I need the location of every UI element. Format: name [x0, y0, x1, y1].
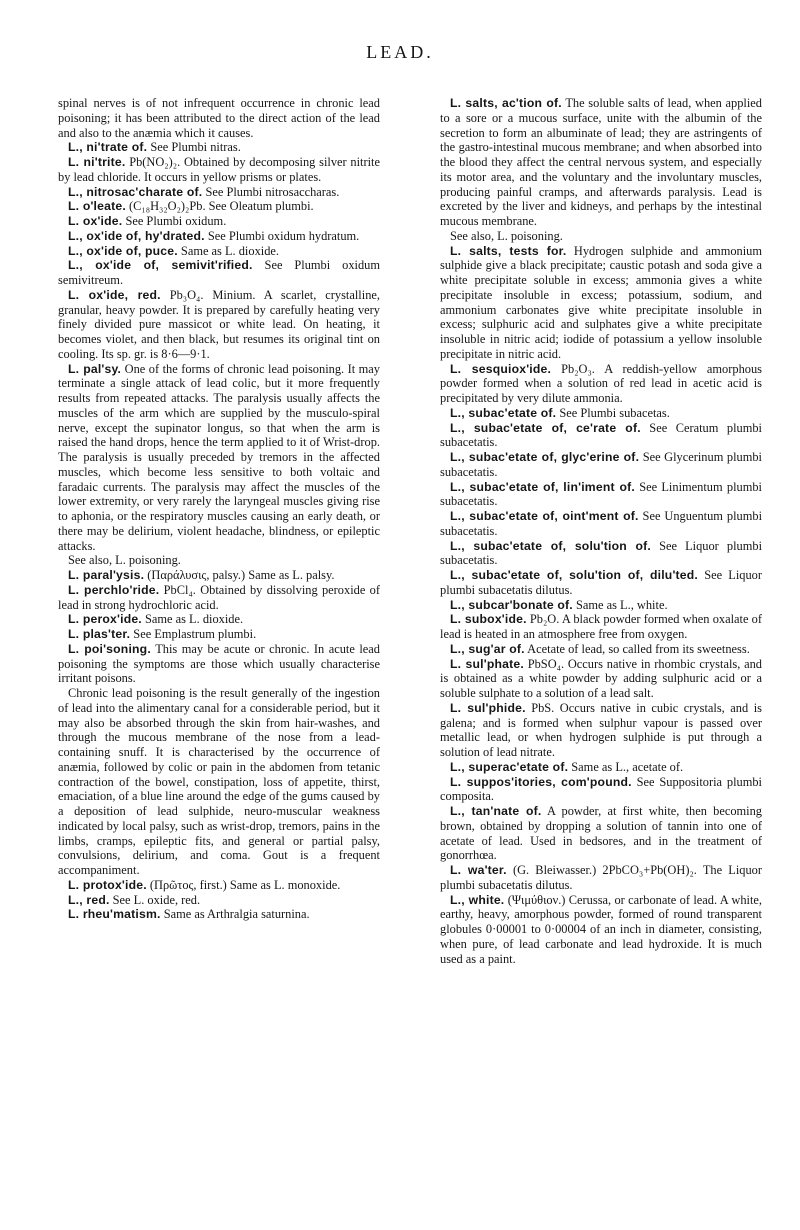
- entry-headword: L., subac'etate of, solu'tion of.: [450, 538, 651, 553]
- dictionary-entry: [58, 140, 380, 155]
- entry-headword: L. paral'ysis.: [68, 568, 145, 582]
- dictionary-entry: [440, 362, 762, 406]
- dictionary-entry: [440, 96, 762, 229]
- entry-headword: L. sesquiox'ide.: [450, 361, 552, 376]
- dictionary-entry: [440, 657, 762, 701]
- entry-definition: (Πρῶτος, first.) Same as L. monoxide.: [146, 877, 341, 892]
- entry-headword: L., superac'etate of.: [450, 759, 569, 774]
- entry-headword: L., ox'ide of, hy'drated.: [68, 228, 205, 243]
- dictionary-entry: [440, 244, 762, 362]
- entry-definition: See Linimentum plumbi subacetatis.: [440, 479, 762, 509]
- entry-definition: PbCl₄. Obtained by dissolving peroxide of lead in strong hydrochloric acid.: [58, 582, 380, 612]
- entry-headword: L. perchlo'ride.: [68, 582, 160, 597]
- entry-definition: Same as L. dioxide.: [141, 612, 244, 627]
- entry-definition: See Liquor plumbi subacetatis.: [440, 538, 763, 568]
- entry-definition: PbS. Occurs native in cubic crystals, and is galena; and is formed when sulphur vapour is passed over metallic lead, or when hydrogen sulphide is put through a solution of lead nitrate.: [440, 700, 762, 759]
- entry-headword: L. sul'phide.: [450, 700, 526, 715]
- entry-headword: L., subcar'bonate of.: [450, 597, 573, 612]
- entry-headword: L., subac'etate of.: [450, 405, 557, 420]
- entry-definition: (Παράλυσις, palsy.) Same as L. palsy.: [144, 568, 335, 582]
- dictionary-entry: [58, 642, 380, 686]
- entry-headword: L., ni'trate of.: [68, 140, 148, 155]
- entry-definition: Same as Arthralgia saturnina.: [160, 907, 310, 922]
- dictionary-entry: [58, 244, 380, 259]
- dictionary-entry: [440, 509, 762, 539]
- dictionary-entry: [58, 155, 380, 185]
- entry-paragraph: See also, L. poisoning.: [68, 553, 181, 568]
- entry-headword: L., ox'ide of, puce.: [68, 243, 178, 258]
- entry-headword: L. ox'ide, red.: [68, 287, 161, 302]
- entry-definition: See L. oxide, red.: [109, 892, 201, 907]
- entry-definition: See Glycerinum plumbi subacetatis.: [440, 450, 762, 479]
- dictionary-entry: [440, 612, 762, 642]
- entry-headword: L., white.: [450, 892, 505, 907]
- entry-headword: L., subac'etate of, glyc'erine of.: [450, 450, 640, 464]
- entry-headword: L. rheu'matism.: [68, 907, 161, 922]
- entry-definition: See Liquor plumbi subacetatis dilutus.: [440, 568, 762, 597]
- entry-headword: L., subac'etate of, ce'rate of.: [450, 420, 641, 435]
- entry-definition: See Plumbi nitras.: [147, 140, 241, 155]
- dictionary-entry: [440, 480, 762, 510]
- entry-definition: Acetate of lead, so called from its sweetness.: [524, 641, 750, 656]
- dictionary-entry: [58, 583, 380, 613]
- entry-headword: L. o'leate.: [68, 199, 126, 214]
- entry-paragraph: Chronic lead poisoning is the result generally of the ingestion of lead into the alimentary canal for a considerable period, but it may also be absorbed through the skin from hair-washes, and through the mucous membrane of the nose from a lead-containing snuff. It is characterised by the occurrence of anæmia, followed by colic or pain in the abdomen from tetanic contraction of the bowel, constipation, loss of appetite, thirst, emaciation, of a blue line around the edge of the gums caused by a deposition of lead sulphide, neuro-muscular weakness indicated by local palsy, such as wrist-drop, tremors, pains in the limbs, cramps, epileptic fits, and general or partial palsy, convulsions, delirium, and coma. Gout is a frequent accompaniment.: [58, 686, 380, 877]
- entry-definition: See Suppositoria plumbi composita.: [440, 774, 763, 804]
- entry-definition: (G. Bleiwasser.) 2PbCO₃+Pb(OH)₂. The Liquor plumbi subacetatis dilutus.: [440, 863, 762, 892]
- dictionary-entry: [440, 421, 762, 451]
- page-header: LEAD.: [366, 42, 434, 62]
- dictionary-entry: [440, 568, 762, 598]
- entry-headword: L., red.: [68, 892, 110, 907]
- entry-definition: Same as L. dioxide.: [177, 243, 279, 258]
- dictionary-entry: [58, 627, 380, 642]
- entry-headword: L., subac'etate of, lin'iment of.: [450, 479, 635, 494]
- entry-definition: See Unguentum plumbi subacetatis.: [440, 509, 763, 538]
- entry-definition: See Emplastrum plumbi.: [130, 627, 257, 641]
- entry-headword: L. ni'trite.: [68, 155, 126, 169]
- dictionary-entry: [440, 760, 762, 775]
- entry-definition: (Ψιμύθιον.) Cerussa, or carbonate of lead. A white, earthy, heavy, amorphous powder, formed of round transparent globules 0·00001 to 0·00004 of an inch in diameter, consisting, when pure, of lead carbonate and lead hydroxide. It is much used as a paint.: [440, 892, 763, 966]
- right-column: [440, 96, 762, 966]
- entry-definition: One of the forms of chronic lead poisoning. It may terminate a single attack of lead colic, but it more frequently results from repeated attacks. The paralysis usually affects the muscles of the arm which are supplied by the musculo-spiral nerve, except the supinator longus, so that when the arm is raised the hand drops, hence the term applied to it of Wrist-drop. The paralysis is usually preceded by tremors in the affected muscles, which become less sensitive to both voltaic and faradaic currents. The paralysis may affect the muscles of the lower extremity, or very rarely the laryngeal muscles giving rise to aphonia, or the respiratory muscles causing an early death, or there may be delirium, violent headache, blindness, or epileptic attacks.: [58, 361, 380, 553]
- dictionary-entry: [58, 199, 380, 214]
- dictionary-entry: [440, 775, 762, 805]
- continued-paragraph: spinal nerves is of not infrequent occurrence in chronic lead poisoning; it has been attributed to the direct action of the lead and also to the anæmia which it causes.: [58, 96, 380, 140]
- entry-headword: L. perox'ide.: [68, 612, 142, 627]
- dictionary-entry: [58, 214, 380, 229]
- entry-definition: Pb₂O. A black powder formed when oxalate of lead is heated in an atmosphere free from oxygen.: [440, 612, 762, 641]
- entry-headword: L., sug'ar of.: [450, 641, 525, 656]
- entry-definition: PbSO₄. Occurs native in rhombic crystals, and is obtained as a white powder by adding sulphuric acid or a soluble sulphate to a solution of a lead salt.: [440, 656, 762, 700]
- entry-headword: L. ox'ide.: [68, 214, 123, 228]
- dictionary-entry: [440, 701, 762, 760]
- dictionary-entry: [58, 568, 380, 583]
- dictionary-entry: [58, 362, 380, 554]
- dictionary-entry: [440, 450, 762, 480]
- dictionary-entry: [58, 893, 380, 908]
- entry-headword: L., tan'nate of.: [450, 804, 542, 818]
- entry-definition: This may be acute or chronic. In acute lead poisoning the symptoms are those which usually characterise irritant poisons.: [58, 641, 380, 686]
- entry-headword: L., subac'etate of, oint'ment of.: [450, 509, 639, 523]
- entry-headword: L. salts, ac'tion of.: [450, 96, 562, 110]
- entry-definition: Pb₃O₄. Minium. A scarlet, crystalline, granular, heavy powder. It is prepared by carefully heating very finely divided pure massicot or white lead. On heating, it becomes violet, and then black, but resumes its original tint on cooling. Its sp. gr. is 8·6—9·1.: [58, 287, 380, 361]
- entry-definition: Same as L., white.: [572, 597, 668, 612]
- entry-headword: L. poi'soning.: [68, 641, 151, 656]
- dictionary-entry: [440, 406, 762, 421]
- dictionary-entry: [440, 642, 762, 657]
- dictionary-entry: [58, 288, 380, 362]
- entry-headword: L. protox'ide.: [68, 877, 147, 892]
- entry-definition: See Plumbi oxidum semivitreum.: [58, 258, 380, 287]
- left-column: [58, 96, 380, 922]
- entry-definition: See Plumbi oxidum.: [122, 214, 227, 228]
- entry-headword: L. salts, tests for.: [450, 243, 567, 258]
- entry-definition: See Plumbi nitrosaccharas.: [202, 184, 340, 199]
- dictionary-entry: [58, 258, 380, 288]
- dictionary-entry: [58, 612, 380, 627]
- entry-headword: L. suppos'itories, com'pound.: [450, 774, 632, 789]
- dictionary-entry: [58, 907, 380, 922]
- entry-definition: See Plumbi oxidum hydratum.: [204, 228, 360, 243]
- dictionary-entry: [58, 185, 380, 200]
- entry-definition: See Plumbi subacetas.: [556, 405, 670, 420]
- entry-headword: L. pal'sy.: [68, 361, 122, 376]
- entry-paragraph: See also, L. poisoning.: [450, 228, 563, 243]
- entry-definition: Same as L., acetate of.: [568, 759, 684, 774]
- dictionary-entry: [440, 893, 762, 967]
- entry-headword: L., subac'etate of, solu'tion of, dilu'ted.: [450, 568, 699, 582]
- entry-definition: Pb₂O₃. A reddish-yellow amorphous powder formed when a solution of red lead in acetic acid is precipitated by very dilute ammonia.: [440, 361, 762, 405]
- dictionary-entry: [440, 863, 762, 893]
- entry-definition: The soluble salts of lead, when applied to a sore or a mucous surface, unite with the albumin of the secretion to form an albuminate of lead; they are astringents of the gastro-intestinal mucous membrane; and when absorbed into the blood they affect the central nervous system, and especially its motor area, and the voluntary and the involuntary muscles, producing painful cramps, and afterwards paralysis. Lead is excreted by the liver and kidneys, and perhaps by the intestinal mucous membrane.: [440, 96, 763, 228]
- entry-definition: See Ceratum plumbi subacetatis.: [440, 420, 762, 450]
- entry-headword: L. sul'phate.: [450, 656, 524, 671]
- dictionary-entry: [58, 229, 380, 244]
- dictionary-entry: [440, 598, 762, 613]
- entry-headword: L. wa'ter.: [450, 863, 507, 877]
- entry-headword: L., nitrosac'charate of.: [68, 184, 203, 199]
- entry-headword: L. subox'ide.: [450, 612, 527, 627]
- entry-definition: (C₁₈H₃₂O₂)₂Pb. See Oleatum plumbi.: [125, 199, 314, 214]
- entry-headword: L. plas'ter.: [68, 627, 131, 641]
- dictionary-entry: [440, 804, 762, 863]
- entry-definition: Hydrogen sulphide and ammonium sulphide give a black precipitate; caustic potash and soda give a white precipitate soluble in excess; ammonia gives a white precipitate insoluble in excess; potassium, sodium, and ammonium carbonates give white precipitate insoluble in excess; sulphuric acid and sulphates give a white precipitate insoluble in nitric acid; iodide of potassium a yellow insoluble precipitate in nitric acid.: [440, 243, 762, 361]
- entry-definition: Pb(NO₂)₂. Obtained by decomposing silver nitrite by lead chloride. It occurs in yellow prisms or plates.: [58, 155, 381, 184]
- dictionary-entry: [58, 878, 380, 893]
- dictionary-entry: [440, 539, 762, 569]
- entry-headword: L., ox'ide of, semivit'rified.: [68, 258, 253, 273]
- entry-definition: A powder, at first white, then becoming brown, obtained by dropping a solution of tannin into one of acetate of lead. Used in bedsores, and in the treatment of gonorrhœa.: [440, 804, 762, 863]
